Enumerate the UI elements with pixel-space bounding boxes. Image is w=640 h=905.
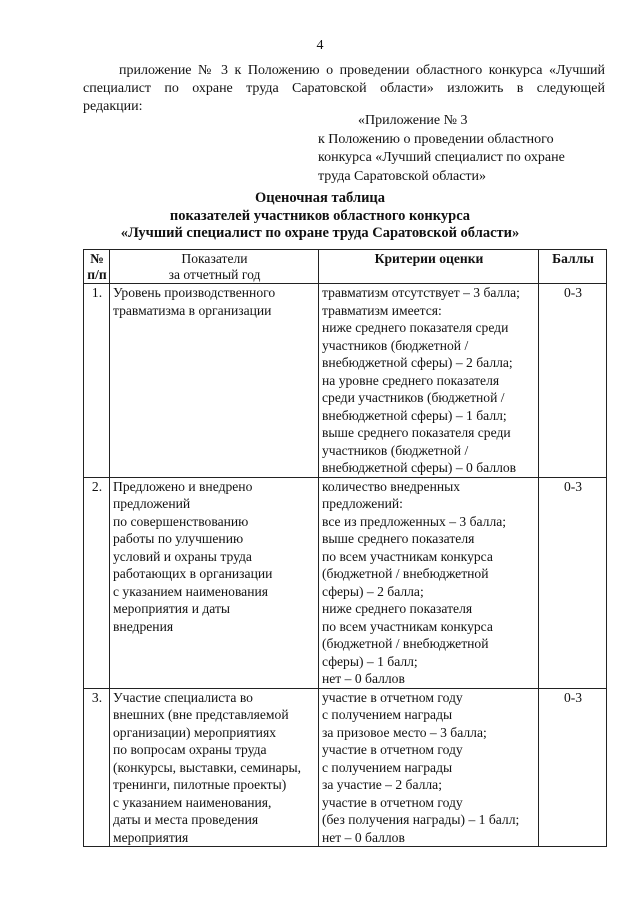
cell-line: травматизм отсутствует – 3 балла;: [322, 285, 520, 300]
intro-line: приложение № 3 к Положению о проведении областного конкурса «Лучший: [119, 63, 605, 78]
cell-line: с получением награды: [322, 759, 453, 775]
cell-line: предложений: [113, 496, 191, 511]
cell-line: среди участников (бюджетной /: [322, 390, 505, 405]
cell-line: за участие – 2 балла;: [322, 777, 442, 792]
header-indicators: [110, 250, 319, 284]
header-line: №: [90, 251, 104, 266]
cell-line: за призовое место – 3 балла;: [322, 724, 487, 740]
indicator-cell: [110, 477, 319, 688]
criteria-cell: [319, 284, 539, 478]
cell-line: организации) мероприятиях: [113, 724, 276, 740]
indicator-cell: [110, 688, 319, 847]
cell-line: по всем участникам конкурса: [322, 548, 493, 564]
cell-line: нет – 0 баллов: [322, 829, 405, 845]
appendix-line: «Приложение № 3: [358, 113, 468, 128]
header-line: Критерии оценки: [374, 251, 484, 266]
appendix-line: труда Саратовской области»: [318, 168, 487, 184]
cell-line: участие в отчетном году: [322, 742, 463, 757]
cell-line: с указанием наименования,: [113, 794, 272, 810]
cell-line: внебюджетной сферы) – 1 балл;: [322, 407, 507, 423]
cell-line: участников (бюджетной /: [322, 442, 469, 458]
cell-line: травматизма в организации: [113, 302, 272, 318]
cell-line: по совершенствованию: [113, 513, 249, 529]
criteria-cell: [319, 477, 539, 688]
row-number: 1.: [84, 284, 110, 478]
cell-line: мероприятия и даты: [113, 601, 231, 616]
header-line: Показатели: [181, 251, 248, 266]
cell-line: (без получения награды) – 1 балл;: [322, 812, 520, 827]
cell-line: количество внедренных: [322, 478, 461, 494]
header-line: Баллы: [552, 251, 594, 266]
row-number: 3.: [84, 688, 110, 847]
criteria-cell: [319, 688, 539, 847]
cell-line: с указанием наименования: [113, 583, 269, 599]
points-cell: 0-3: [539, 477, 607, 688]
cell-line: работающих в организации: [113, 566, 273, 581]
cell-line: (бюджетной / внебюджетной: [322, 636, 489, 651]
page-number: 4: [316, 38, 324, 53]
title-line: показателей участников областного конкурса: [169, 207, 471, 224]
header-criteria: [319, 250, 539, 284]
cell-line: участие в отчетном году: [322, 794, 463, 810]
cell-line: участие в отчетном году: [322, 689, 463, 705]
table-title: [0, 190, 640, 243]
header-line: за отчетный год: [168, 267, 261, 282]
points-cell: 0-3: [539, 284, 607, 478]
cell-line: все из предложенных – 3 балла;: [322, 513, 507, 529]
cell-line: на уровне среднего показателя: [322, 372, 500, 388]
header-points: [539, 250, 607, 284]
cell-line: травматизм имеется:: [322, 302, 442, 318]
cell-line: ниже среднего показателя: [322, 601, 473, 616]
cell-line: предложений:: [322, 496, 403, 511]
row-number: 2.: [84, 477, 110, 688]
intro-paragraph: [83, 62, 605, 116]
cell-line: внебюджетной сферы) – 0 баллов: [322, 460, 517, 475]
cell-line: внебюджетной сферы) – 2 балла;: [322, 355, 513, 370]
indicator-cell: [110, 284, 319, 478]
header-line: п/п: [87, 267, 107, 282]
cell-line: внешних (вне представляемой: [113, 707, 289, 722]
intro-line: редакции:: [83, 99, 143, 114]
cell-line: Предложено и внедрено: [113, 478, 253, 494]
header-num: [84, 250, 110, 284]
cell-line: сферы) – 1 балл;: [322, 653, 418, 669]
cell-line: даты и места проведения: [113, 812, 259, 827]
appendix-header: [318, 112, 618, 186]
table-row: [84, 284, 607, 478]
appendix-line: к Положению о проведении областного: [318, 131, 554, 147]
cell-line: работы по улучшению: [113, 531, 244, 546]
table-header-row: [84, 250, 607, 284]
cell-line: участников (бюджетной /: [322, 337, 469, 353]
cell-line: Уровень производственного: [113, 285, 276, 300]
intro-line: специалист по охране труда Саратовской области» изложить в следующей: [83, 81, 605, 96]
appendix-line: конкурса «Лучший специалист по охране: [318, 150, 565, 165]
table-row: [84, 477, 607, 688]
cell-line: выше среднего показателя: [322, 531, 475, 546]
cell-line: мероприятия: [113, 829, 189, 845]
cell-line: внедрения: [113, 618, 174, 634]
cell-line: по всем участникам конкурса: [322, 618, 493, 634]
cell-line: условий и охраны труда: [113, 548, 252, 564]
evaluation-table: [83, 249, 607, 847]
cell-line: ниже среднего показателя среди: [322, 320, 509, 335]
title-line: Оценочная таблица: [254, 190, 386, 206]
cell-line: Участие специалиста во: [113, 689, 253, 705]
cell-line: (конкурсы, выставки, семинары,: [113, 759, 302, 775]
cell-line: с получением награды: [322, 707, 453, 722]
cell-line: по вопросам охраны труда: [113, 742, 267, 757]
cell-line: нет – 0 баллов: [322, 671, 405, 686]
cell-line: сферы) – 2 балла;: [322, 583, 424, 599]
cell-line: тренинги, пилотные проекты): [113, 777, 287, 792]
title-line: «Лучший специалист по охране труда Саратовской области»: [120, 225, 520, 241]
cell-line: выше среднего показателя среди: [322, 425, 511, 440]
points-cell: 0-3: [539, 688, 607, 847]
table-row: [84, 688, 607, 847]
cell-line: (бюджетной / внебюджетной: [322, 566, 489, 581]
